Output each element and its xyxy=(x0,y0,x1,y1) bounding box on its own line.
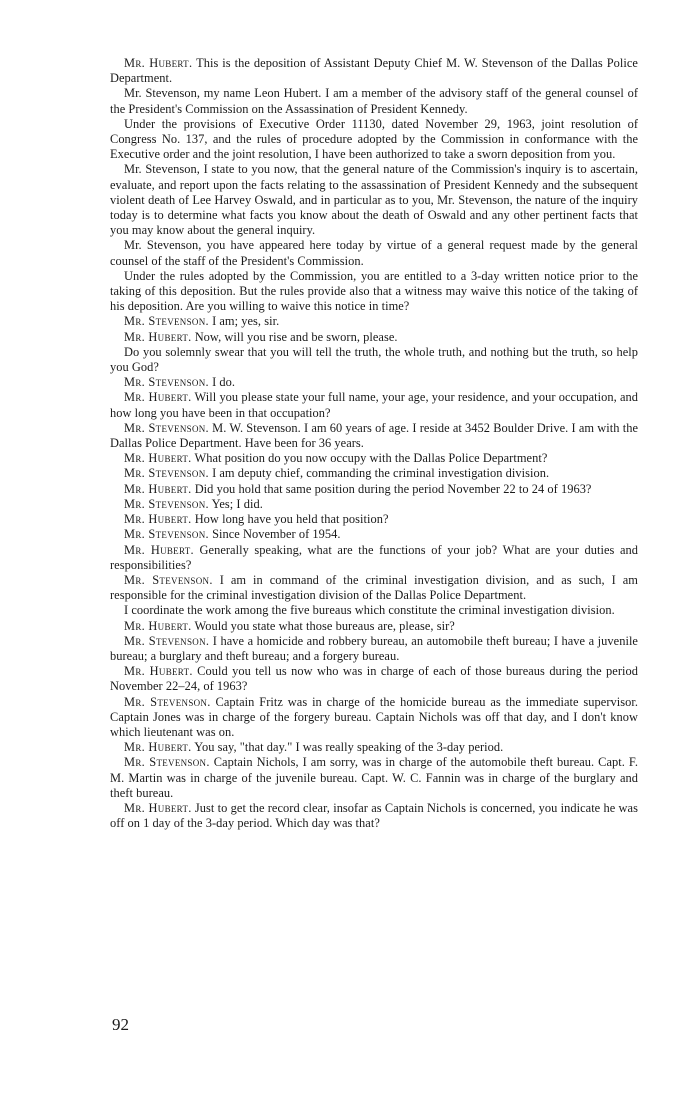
paragraph-text: Would you state what those bureaus are, please, sir? xyxy=(194,618,455,633)
speaker-label: Mr. Hubert. xyxy=(124,56,193,70)
transcript-paragraph xyxy=(110,314,638,329)
speaker-label: Mr. Hubert. xyxy=(124,451,192,466)
paragraph-text: I am deputy chief, commanding the criminal investigation division. xyxy=(212,466,550,481)
paragraph-text: Under the provisions of Executive Order 11130, dated November 29, 1963, joint resolution of Congress No. 137, and the rules of procedure adopted by the Commission in conformance with the Executive order and the joint resolution, I have been authorized to take a sworn deposition from you. xyxy=(110,116,638,162)
paragraph-text: Did you hold that same position during the period November 22 to 24 of 1963? xyxy=(194,481,592,496)
speaker-label: Mr. Stevenson. xyxy=(124,527,209,542)
paragraph-text: I have a homicide and robbery bureau, an automobile theft bureau; I have a juvenile bureau; a burglary and theft bureau; and a forgery bureau. xyxy=(110,633,638,663)
paragraph-text: This is the deposition of Assistant Deputy Chief M. W. Stevenson of the Dallas Police Department. xyxy=(110,56,638,86)
speaker-label: Mr. Hubert. xyxy=(124,542,194,557)
transcript-paragraph xyxy=(110,543,638,573)
speaker-label: Mr. Stevenson. xyxy=(124,633,210,648)
transcript-paragraph xyxy=(110,740,638,755)
speaker-label: Mr. Hubert. xyxy=(124,664,193,679)
transcript-paragraph xyxy=(110,330,638,345)
transcript-paragraph xyxy=(110,512,638,527)
paragraph-text: Mr. Stevenson, I state to you now, that the general nature of the Commission's inquiry is to ascertain, evaluate, and report upon the facts relating to the assassination of President Kennedy and the subsequent violent death of Lee Harvey Oswald, and in particular as to you, Mr. Stevenson, the nature of the inquiry today is to determine what facts you know about the death of Oswald and any other pertinent facts that you may know about the general inquiry. xyxy=(110,162,638,238)
speaker-label: Mr. Stevenson. xyxy=(124,694,211,709)
transcript-paragraph xyxy=(110,269,638,315)
paragraph-text: Captain Nichols, I am sorry, was in charge of the automobile theft bureau. Capt. F. M. Martin was in charge of the juvenile bureau. Capt. W. C. Fannin was in charge of the burglary and theft bureau. xyxy=(110,755,638,800)
speaker-label: Mr. Stevenson. xyxy=(124,496,209,511)
page-number: 92 xyxy=(112,1015,129,1034)
transcript-paragraph xyxy=(110,527,638,542)
paragraph-text: You say, "that day." I was really speaking of the 3-day period. xyxy=(194,740,504,755)
speaker-label: Mr. Hubert. xyxy=(124,618,192,633)
speaker-label: Mr. Stevenson. xyxy=(124,420,209,435)
transcript-paragraph xyxy=(110,482,638,497)
transcript-paragraph xyxy=(110,801,638,831)
transcript-paragraph xyxy=(110,634,638,664)
paragraph-text: How long have you held that position? xyxy=(194,512,389,527)
speaker-label: Mr. Hubert. xyxy=(124,481,192,496)
transcript-paragraph xyxy=(110,86,638,116)
speaker-label: Mr. Hubert. xyxy=(124,740,192,755)
transcript-paragraph xyxy=(110,162,638,238)
speaker-label: Mr. Hubert. xyxy=(124,329,192,344)
transcript-paragraph xyxy=(110,466,638,481)
transcript-paragraph xyxy=(110,390,638,420)
paragraph-text: What position do you now occupy with the Dallas Police Department? xyxy=(194,451,548,466)
paragraph-text: Yes; I did. xyxy=(211,496,263,511)
paragraph-text: Captain Fritz was in charge of the homicide bureau as the immediate supervisor. Captain Jones was in charge of the forgery bureau. Captain Nichols was off that day, and I don't know which lieutenant was on. xyxy=(110,694,638,739)
transcript-paragraph xyxy=(110,573,638,603)
speaker-label: Mr. Stevenson. xyxy=(124,466,209,481)
paragraph-text: Generally speaking, what are the functions of your job? What are your duties and responsibilities? xyxy=(110,542,638,572)
transcript-paragraph xyxy=(110,603,638,618)
transcript-paragraph xyxy=(110,375,638,390)
paragraph-text: Since November of 1954. xyxy=(212,527,341,542)
transcript-paragraph xyxy=(110,345,638,375)
speaker-label: Mr. Hubert. xyxy=(124,512,192,527)
paragraph-text: Do you solemnly swear that you will tell the truth, the whole truth, and nothing but the truth, so help you God? xyxy=(110,344,638,375)
transcript-paragraph xyxy=(110,755,638,801)
paragraph-text: Will you please state your full name, your age, your residence, and your occupation, and how long you have been in that occupation? xyxy=(110,390,638,420)
paragraph-text: Now, will you rise and be sworn, please. xyxy=(194,329,398,344)
speaker-label: Mr. Hubert. xyxy=(124,390,192,405)
transcript-paragraph xyxy=(110,56,638,86)
speaker-label: Mr. Stevenson. xyxy=(124,375,209,390)
paragraph-text: I am; yes, sir. xyxy=(212,314,280,329)
transcript-paragraph xyxy=(110,695,638,741)
paragraph-text: I coordinate the work among the five bureaus which constitute the criminal investigation division. xyxy=(124,603,615,618)
transcript-paragraph xyxy=(110,664,638,694)
paragraph-text: Mr. Stevenson, you have appeared here today by virtue of a general request made by the general counsel of the staff of the President's Commission. xyxy=(110,238,638,268)
speaker-label: Mr. Hubert. xyxy=(124,800,192,815)
paragraph-text: Just to get the record clear, insofar as Captain Nichols is concerned, you indicate he was off on 1 day of the 3-day period. Which day was that? xyxy=(110,800,638,831)
paragraph-text: M. W. Stevenson. I am 60 years of age. I reside at 3452 Boulder Drive. I am with the Dallas Police Department. Have been for 36 years. xyxy=(110,420,638,451)
transcript-paragraph xyxy=(110,497,638,512)
transcript-paragraph xyxy=(110,117,638,163)
paragraph-text: Could you tell us now who was in charge of each of those bureaus during the period November 22–24, of 1963? xyxy=(110,664,638,694)
transcript-paragraph xyxy=(110,238,638,268)
speaker-label: Mr. Stevenson. xyxy=(124,572,213,587)
paragraph-text: Mr. Stevenson, my name Leon Hubert. I am a member of the advisory staff of the general counsel of the President's Commission on the Assassination of President Kennedy. xyxy=(110,86,638,116)
paragraph-text: I do. xyxy=(212,375,236,390)
transcript-paragraph xyxy=(110,421,638,451)
paragraph-text: I am in command of the criminal investigation division, and as such, I am responsible for the criminal investigation division of the Dallas Police Department. xyxy=(110,572,638,603)
speaker-label: Mr. Stevenson. xyxy=(124,314,209,329)
transcript-body xyxy=(110,56,638,831)
transcript-paragraph xyxy=(110,619,638,634)
transcript-paragraph xyxy=(110,451,638,466)
speaker-label: Mr. Stevenson. xyxy=(124,755,210,770)
paragraph-text: Under the rules adopted by the Commission, you are entitled to a 3-day written notice prior to the taking of this deposition. But the rules provide also that a witness may waive this notice of the taking of his deposition. Are you willing to waive this notice in time? xyxy=(110,268,638,314)
